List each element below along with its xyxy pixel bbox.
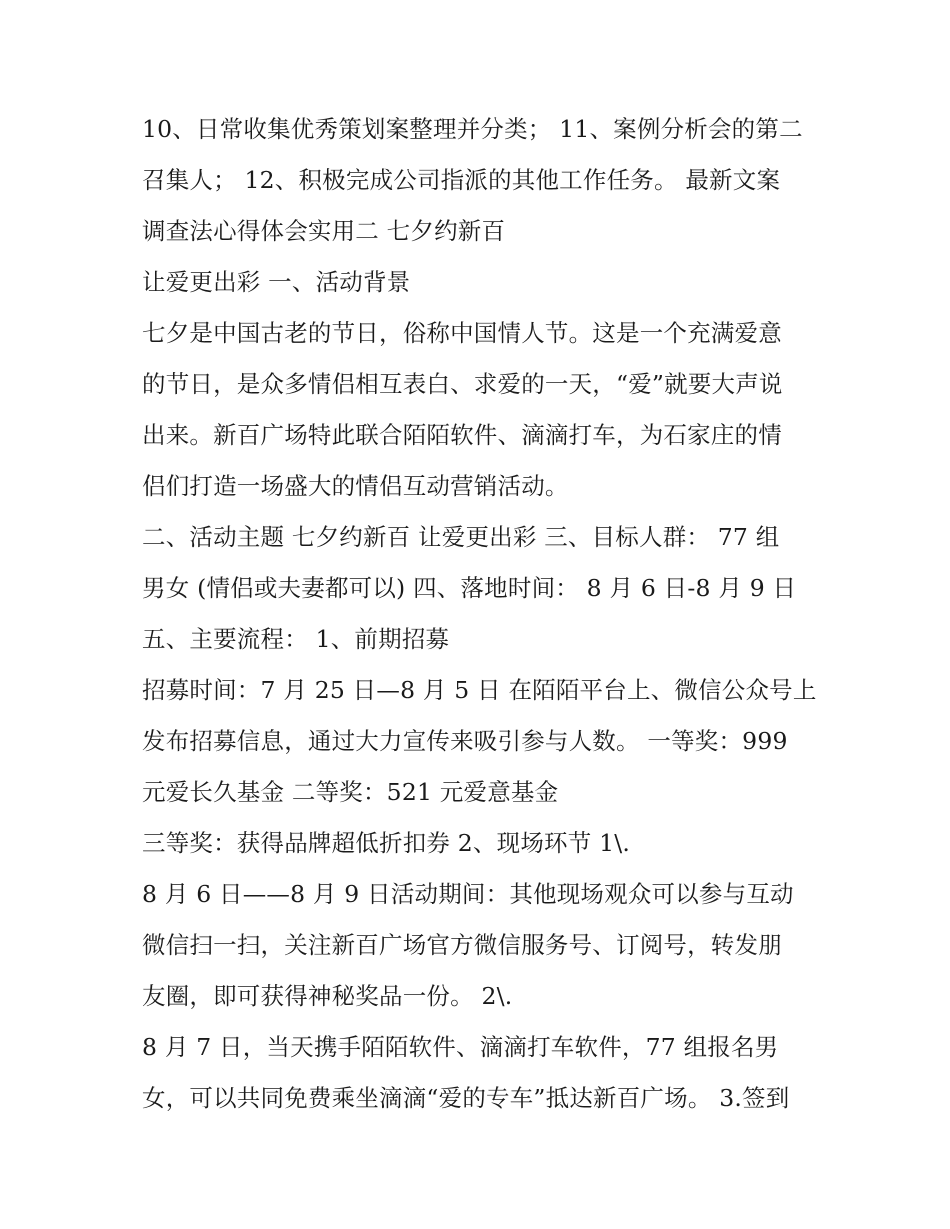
text-line-20: 女，可以共同免费乘坐滴滴“爱的专车”抵达新百广场。 3.签到 [142, 1084, 790, 1112]
text-line-3: 调查法心得体会实用二 七夕约新百 [142, 217, 506, 245]
text-line-18: 友圈，即可获得神秘奖品一份。 2\. [142, 982, 513, 1010]
text-line-1: 10、日常收集优秀策划案整理并分类； 11、案例分析会的第二 [142, 115, 803, 143]
text-line-16: 8 月 6 日——8 月 9 日活动期间：其他现场观众可以参与互动 [142, 880, 794, 908]
text-line-5: 七夕是中国古老的节日，俗称中国情人节。这是一个充满爱意 [142, 319, 782, 347]
text-line-10: 男女 (情侣或夫妻都可以) 四、落地时间： 8 月 6 日-8 月 9 日 [142, 574, 797, 602]
text-line-9: 二、活动主题 七夕约新百 让爱更出彩 三、目标人群： 77 组 [142, 523, 780, 551]
text-line-15: 三等奖：获得品牌超低折扣券 2、现场环节 1\. [142, 829, 631, 857]
text-line-14: 元爱长久基金 二等奖：521 元爱意基金 [142, 778, 559, 806]
text-line-12: 招募时间：7 月 25 日—8 月 5 日 在陌陌平台上、微信公众号上 [142, 676, 817, 704]
text-line-4: 让爱更出彩 一、活动背景 [142, 268, 411, 296]
text-line-11: 五、主要流程： 1、前期招募 [142, 625, 450, 653]
text-line-7: 出来。新百广场特此联合陌陌软件、滴滴打车，为石家庄的情 [142, 421, 782, 449]
text-line-6: 的节日，是众多情侣相互表白、求爱的一天，“爱”就要大声说 [142, 370, 783, 398]
text-line-13: 发布招募信息，通过大力宣传来吸引参与人数。 一等奖：999 [142, 727, 788, 755]
text-line-17: 微信扫一扫，关注新百广场官方微信服务号、订阅号，转发朋 [142, 931, 782, 959]
text-line-19: 8 月 7 日，当天携手陌陌软件、滴滴打车软件，77 组报名男 [142, 1033, 779, 1061]
text-line-8: 侣们打造一场盛大的情侣互动营销活动。 [142, 472, 569, 500]
text-line-2: 召集人； 12、积极完成公司指派的其他工作任务。 最新文案 [142, 166, 781, 194]
